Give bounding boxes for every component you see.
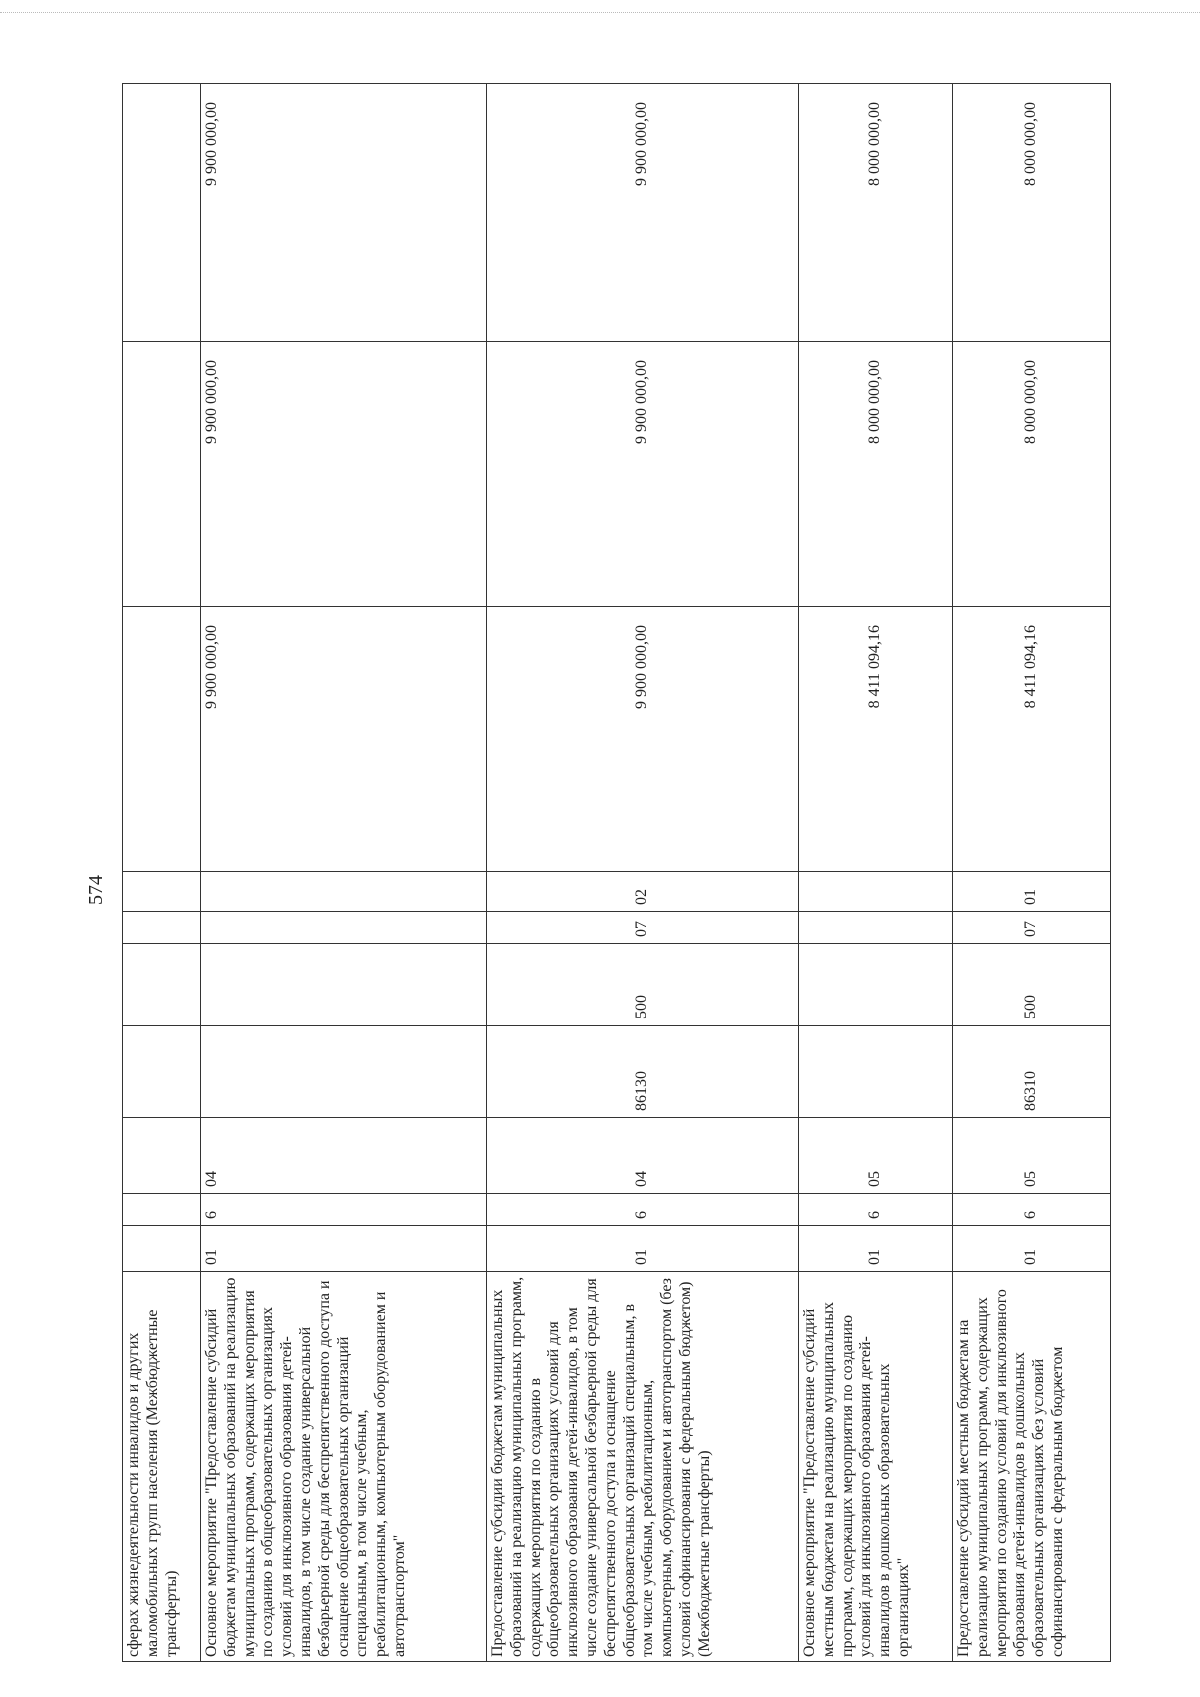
code-program: [123, 1226, 201, 1272]
code-subprogram: [123, 1194, 201, 1226]
code-program: 01: [201, 1226, 487, 1272]
code-subsection: 01: [953, 872, 1111, 912]
code-subprogram: 6: [487, 1194, 799, 1226]
rotated-table-container: [122, 84, 1110, 1662]
row-description: Основное мероприятие "Предоставление субсидий местным бюджетам на реализацию муниципальных программ, содержащих мероприятия по созданию условий для инклюзивного образования детей-инвалидов в дошкольных образовательных организациях": [799, 1272, 953, 1662]
code-section: [799, 912, 953, 944]
code-direction: [123, 1026, 201, 1118]
amount-year-2: 8 000 000,00: [799, 342, 953, 607]
amount-year-2: 9 900 000,00: [201, 342, 487, 607]
code-section: [123, 912, 201, 944]
code-subprogram: 6: [953, 1194, 1111, 1226]
amount-year-3: [123, 84, 201, 342]
code-event: 04: [487, 1118, 799, 1194]
code-event: 05: [799, 1118, 953, 1194]
amount-year-2: [123, 342, 201, 607]
row-description: сферах жизнедеятельности инвалидов и других маломобильных групп населения (Межбюджетные трансферты): [123, 1272, 201, 1662]
table-row: [123, 84, 201, 1662]
row-description: Предоставление субсидии бюджетам муниципальных образований на реализацию муниципальных программ, содержащих мероприятия по созданию в общеобразовательных организациях условий для инклюзивного образования детей-инвалидов, в том числе создание универсальной безбарьерной среды для беспрепятственного доступа и оснащение общеобразовательных организаций специальным, в том числе учебным, реабилитационным, компьютерным, оборудованием и автотранспортом (без условий софинансирования с федеральным бюджетом) (Межбюджетные трансферты): [487, 1272, 799, 1662]
code-subsection: [799, 872, 953, 912]
row-description: Предоставление субсидий местным бюджетам на реализацию муниципальных программ, содержащих мероприятия по созданию условий для инклюзивного образования детей-инвалидов в дошкольных образовательных организациях без условий софинансирования с федеральным бюджетом: [953, 1272, 1111, 1662]
code-subsection: 02: [487, 872, 799, 912]
code-program: 01: [799, 1226, 953, 1272]
code-section: [201, 912, 487, 944]
code-direction: 86310: [953, 1026, 1111, 1118]
code-subprogram: 6: [799, 1194, 953, 1226]
code-subsection: [123, 872, 201, 912]
code-expense-type: [123, 944, 201, 1026]
row-description: Основное мероприятие "Предоставление субсидий бюджетам муниципальных образований на реализацию муниципальных программ, содержащих мероприятия по созданию в общеобразовательных организациях условий для инклюзивного образования детей-инвалидов, в том числе создание универсальной безбарьерной среды для беспрепятственного доступа и оснащение общеобразовательных организаций специальным, в том числе учебным, реабилитационным, компьютерным оборудованием и автотранспортом": [201, 1272, 487, 1662]
code-expense-type: 500: [953, 944, 1111, 1026]
code-section: 07: [487, 912, 799, 944]
amount-year-2: 8 000 000,00: [953, 342, 1111, 607]
code-direction: [799, 1026, 953, 1118]
page-number: 574: [85, 875, 107, 905]
code-expense-type: [799, 944, 953, 1026]
amount-year-1: 9 900 000,00: [201, 607, 487, 872]
amount-year-3: 8 000 000,00: [953, 84, 1111, 342]
amount-year-2: 9 900 000,00: [487, 342, 799, 607]
amount-year-1: [123, 607, 201, 872]
amount-year-1: 8 411 094,16: [953, 607, 1111, 872]
code-direction: 86130: [487, 1026, 799, 1118]
code-section: 07: [953, 912, 1111, 944]
code-subprogram: 6: [201, 1194, 487, 1226]
table-row: [201, 84, 487, 1662]
code-program: 01: [953, 1226, 1111, 1272]
code-program: 01: [487, 1226, 799, 1272]
amount-year-3: 9 900 000,00: [487, 84, 799, 342]
code-expense-type: [201, 944, 487, 1026]
table-row: [953, 84, 1111, 1662]
budget-table: [122, 83, 1111, 1662]
table-row: [487, 84, 799, 1662]
amount-year-3: 8 000 000,00: [799, 84, 953, 342]
code-event: [123, 1118, 201, 1194]
code-direction: [201, 1026, 487, 1118]
code-expense-type: 500: [487, 944, 799, 1026]
amount-year-1: 9 900 000,00: [487, 607, 799, 872]
code-event: 05: [953, 1118, 1111, 1194]
scan-edge-line: [0, 12, 1200, 13]
amount-year-3: 9 900 000,00: [201, 84, 487, 342]
code-event: 04: [201, 1118, 487, 1194]
code-subsection: [201, 872, 487, 912]
amount-year-1: 8 411 094,16: [799, 607, 953, 872]
table-row: [799, 84, 953, 1662]
